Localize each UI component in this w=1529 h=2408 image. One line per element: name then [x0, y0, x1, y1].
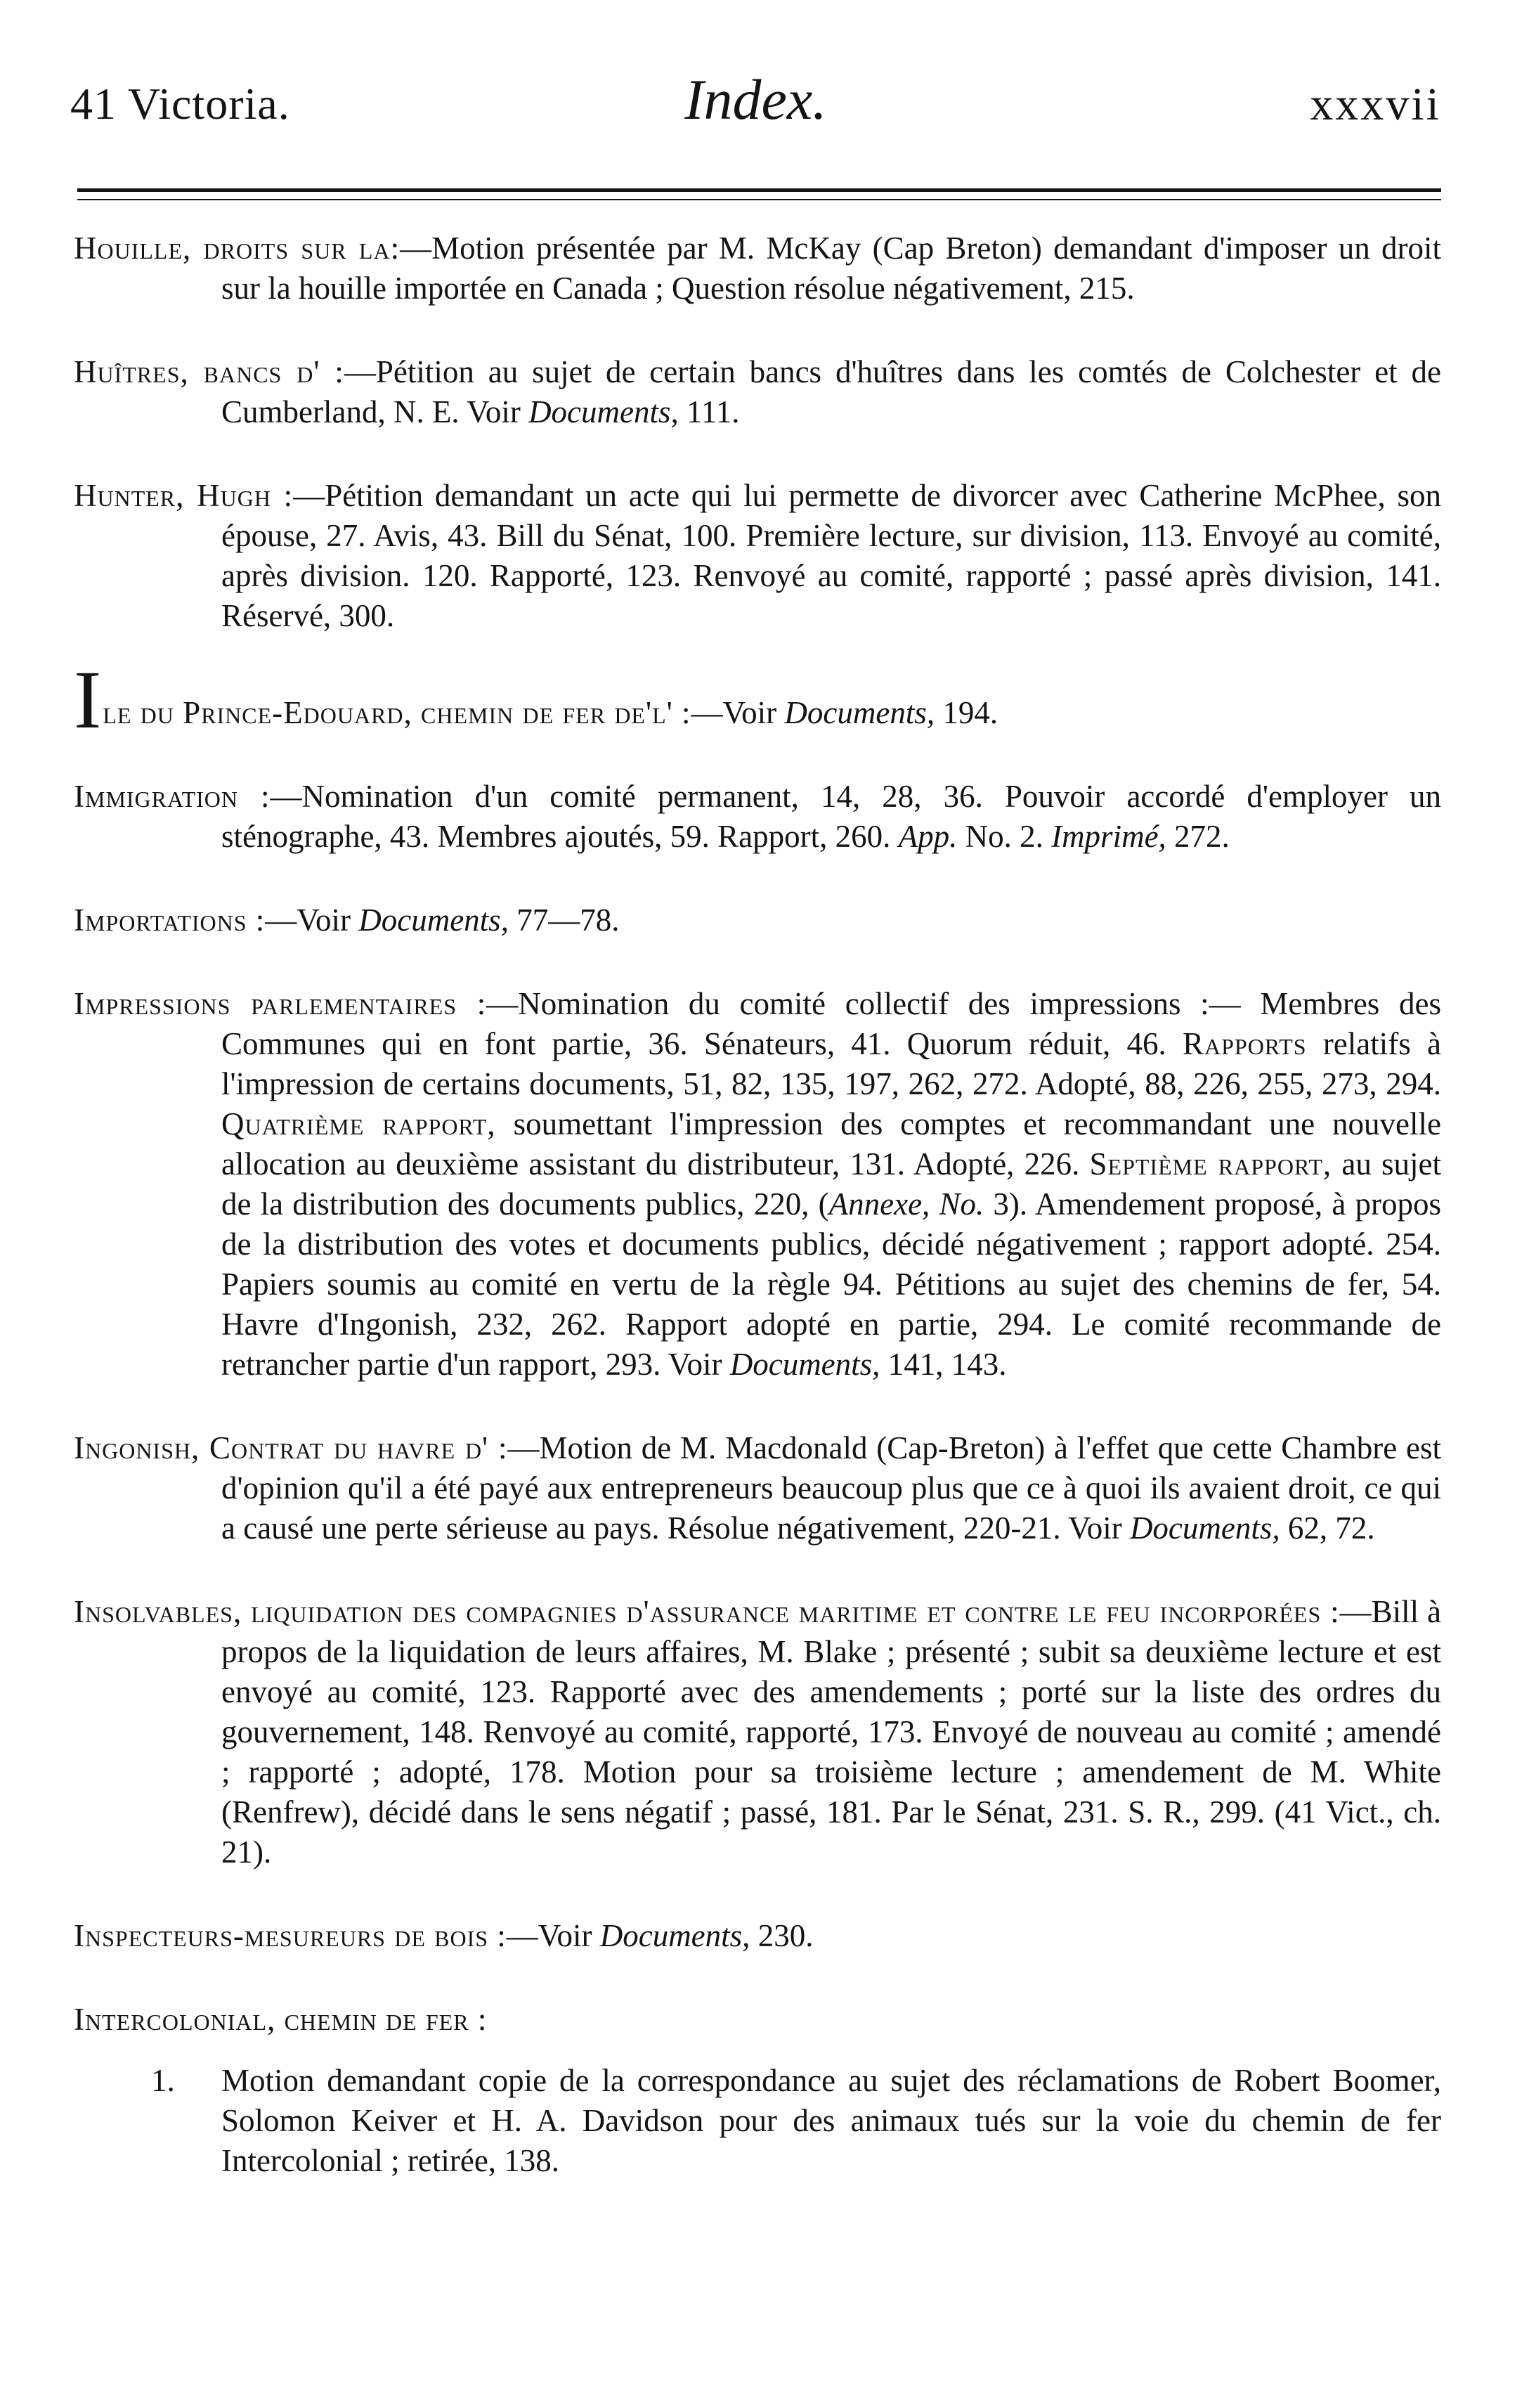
entry-text: soumettant l'impression des comptes et recommandant une nouvelle allocation au deuxième assistant du distributeur, 131. Adopté, 226.: [221, 1106, 1442, 1182]
entry-reference: App.: [898, 819, 958, 854]
entry-heading: Importations :: [74, 902, 266, 938]
entry-text: relatifs à l'impression de certains documents, 51, 82, 135, 197, 262, 272. Adopté, 88, 226, 255, 273, 294.: [221, 1026, 1441, 1101]
entry-text: —Pétition demandant un acte qui lui permette de divorcer avec Catherine McPhee, son épouse, 27. Avis, 43. Bill du Sénat, 100. Première lecture, sur division, 113. Envoyé au comité, après division. 120. Rapporté, 123. Renvoyé au comité, rapporté ; passé après division, 141. Réservé, 300.: [221, 478, 1442, 633]
header-volume: 41 Victoria.: [70, 79, 290, 129]
page-header: [70, 67, 1441, 144]
entry-subhead: Quatrième rapport,: [221, 1106, 496, 1141]
subentry-text: Motion demandant copie de la correspondance au sujet des réclamations de Robert Boomer, Solomon Keiver et H. A. Davidson pour des animaux tués sur la voie du chemin de fer Intercolonial ; retirée, 138.: [221, 2063, 1441, 2178]
entry-text: —Nomination du comité collectif des impressions :— Membres des Communes qui en font partie, 36. Sénateurs, 41. Quorum réduit, 46.: [221, 986, 1441, 1061]
index-entry-immigration: [74, 777, 1441, 857]
entry-page-ref: 77—78.: [508, 902, 620, 938]
entry-page-ref: 272.: [1166, 819, 1230, 854]
entry-text: au sujet de la distribution des documents publics, 220, (: [221, 1146, 1441, 1222]
entry-heading: Huîtres, bancs d' :: [74, 354, 344, 389]
entry-page-ref: 111.: [678, 394, 740, 429]
entry-heading: le du Prince-Edouard, chemin de fer de'l' :: [103, 695, 691, 730]
entry-heading: Intercolonial, chemin de fer :: [74, 2002, 488, 2037]
entry-page-ref: 62, 72.: [1280, 1510, 1375, 1546]
entry-text: —Voir: [265, 902, 359, 938]
index-entry-hunter: [74, 476, 1441, 636]
index-entry-huitres: [74, 352, 1441, 432]
entry-text: —Voir: [691, 695, 785, 730]
index-entry-importations: [74, 900, 1441, 940]
entry-reference: Documents,: [599, 1918, 750, 1953]
entry-page-ref: 194.: [935, 695, 998, 730]
entry-heading: Impressions parlementaires :: [74, 986, 487, 1021]
index-entry-impressions: [74, 984, 1441, 1385]
entry-subhead: Rapports: [1182, 1026, 1307, 1061]
entry-text: —Pétition au sujet de certain bancs d'huîtres dans les comtés de Colchester et de Cumberland, N. E. Voir: [221, 354, 1441, 429]
entry-text: —Voir: [506, 1918, 600, 1953]
entry-reference: Documents,: [528, 394, 679, 429]
index-content: [74, 228, 1441, 2209]
intercolonial-subentry-1: [74, 2061, 1441, 2181]
entry-heading: Immigration :: [74, 779, 271, 814]
entry-text: —Motion de M. Macdonald (Cap-Breton) à l'effet que cette Chambre est d'opinion qu'il a été payé aux entrepreneurs beaucoup plus que ce à quoi ils avaient droit, ce qui a causé une perte sérieuse au pays. Résolue négativement, 220-21. Voir: [221, 1430, 1441, 1546]
header-rule-thick: [77, 188, 1441, 192]
entry-heading: Hunter, Hugh :: [74, 478, 294, 513]
entry-subhead: Septième rapport,: [1089, 1146, 1332, 1182]
header-rule-thin: [77, 199, 1441, 200]
entry-heading: Insolvables, liquidation des compagnies d'assurance maritime et contre le feu incorporées :: [74, 1594, 1340, 1629]
index-entry-insolvables: [74, 1592, 1441, 1872]
entry-reference-2: Imprimé,: [1051, 819, 1166, 854]
entry-text: —Nomination d'un comité permanent, 14, 28, 36. Pouvoir accordé d'employer un sténographe, 43. Membres ajoutés, 59. Rapport, 260.: [221, 779, 1441, 854]
entry-heading: Ingonish, Contrat du havre d' :: [74, 1430, 508, 1465]
entry-text: —Bill à propos de la liquidation de leurs affaires, M. Blake ; présenté ; subit sa deuxième lecture et est envoyé au comité, 123. Rapporté avec des amendements ; porté sur la liste des ordres du gouvernement, 148. Renvoyé au comité, rapporté, 173. Envoyé de nouveau au comité ; amendé ; rapporté ; adopté, 178. Motion pour sa troisième lecture ; amendement de M. White (Renfrew), décidé dans le sens négatif ; passé, 181. Par le Sénat, 231. S. R., 299. (41 Vict., ch. 21).: [221, 1594, 1441, 1870]
entry-reference: Documents,: [358, 902, 509, 938]
entry-page-ref: 230.: [750, 1918, 814, 1953]
section-initial: I: [74, 654, 102, 746]
entry-text: 3). Amendement proposé, à propos de la distribution des votes et documents publics, décidé négativement ; rapport adopté. 254. Papiers soumis au comité en vertu de la règle 94. Pétitions au sujet des chemins de fer, 54. Havre d'Ingonish, 232, 262. Rapport adopté en partie, 294. Le comité recommande de retrancher partie d'un rapport, 293. Voir: [221, 1186, 1442, 1382]
index-entry-houille: [74, 228, 1441, 309]
index-entry-ile-prince-edouard: [74, 654, 1441, 746]
index-entry-ingonish: [74, 1428, 1441, 1548]
entry-page-ref: 141, 143.: [880, 1347, 1007, 1382]
subentry-number: 1.: [151, 2063, 175, 2098]
header-title: Index.: [684, 67, 827, 131]
header-page-number: xxxvii: [1310, 79, 1441, 130]
entry-text-cont: No. 2.: [957, 819, 1052, 854]
entry-reference: Documents,: [784, 695, 935, 730]
index-entry-intercolonial: [74, 2000, 1441, 2040]
index-entry-inspecteurs: [74, 1916, 1441, 1956]
entry-reference: Annexe, No.: [828, 1186, 984, 1222]
entry-text: —Motion présentée par M. McKay (Cap Breton) demandant d'imposer un droit sur la houille importée en Canada ; Question résolue négativement, 215.: [221, 231, 1442, 306]
entry-reference: Documents,: [1129, 1510, 1280, 1546]
entry-heading: Houille, droits sur la:: [74, 231, 401, 266]
entry-reference: Documents,: [729, 1347, 880, 1382]
entry-heading: Inspecteurs-mesureurs de bois :: [74, 1918, 507, 1953]
